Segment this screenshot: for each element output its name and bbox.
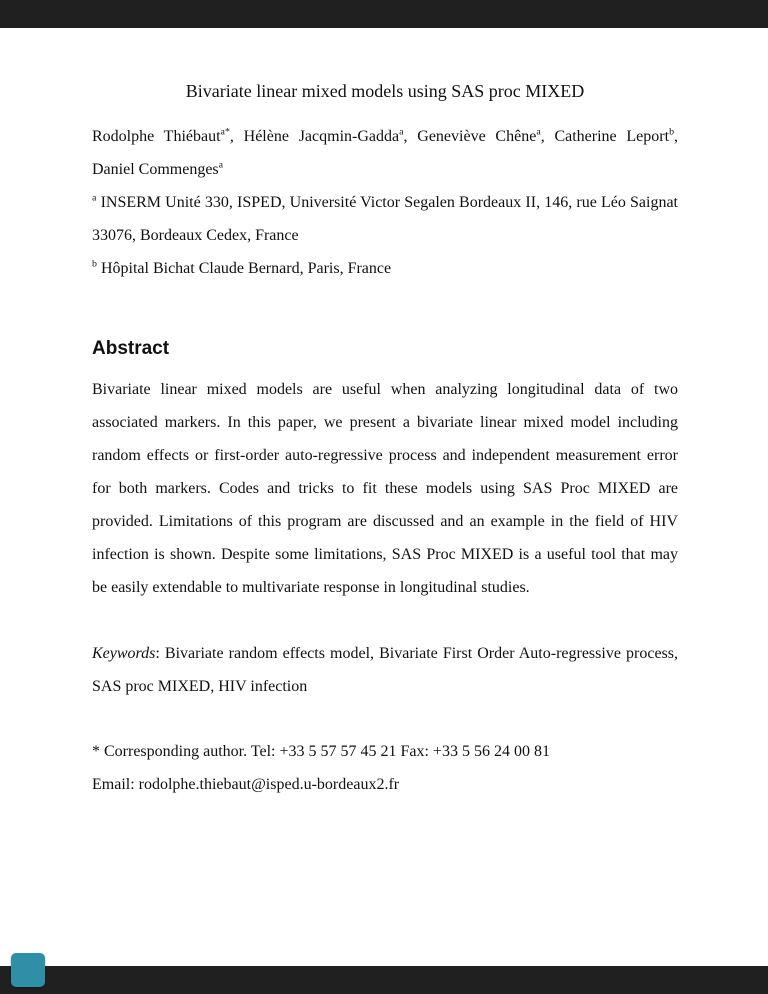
- affiliation-a-line: $^a$ INSERM Unité 330, ISPED, Université Victor Segalen Bordeaux II, 146, rue Léo Saignat 33076, Bordeaux Cedex, France: [92, 192, 678, 244]
- abstract-paragraph: Bivariate linear mixed models are useful when analyzing longitudinal data of two associated markers. In this paper, we present a bivariate linear mixed model including random effects or first-order auto-regressive process and independent measurement error for both markers. Codes and tricks to fit these models using SAS Proc MIXED are provided. Limitations of this program are discussed and an example in the field of HIV infection is shown. Despite some limitations, SAS Proc MIXED is a useful tool that may be easily extendable to multivariate response in longitudinal studies.: [92, 381, 678, 596]
- authors-line: Rodolphe Thiébaut$^{a*}$, Hélène Jacqmin-Gadda$^a$, Geneviève Chêne$^a$, Catherine Leport$^b$, Daniel Commenges$^a$: [92, 126, 679, 178]
- keywords-text: : Bivariate random effects model, Bivariate First Order Auto-regressive process, SAS proc MIXED, HIV infection: [92, 645, 678, 695]
- app-badge-icon[interactable]: [11, 953, 45, 987]
- keywords-line: [92, 637, 678, 703]
- paper-title: Bivariate linear mixed models using SAS proc MIXED: [185, 81, 585, 101]
- abstract-heading: Abstract: [92, 338, 170, 359]
- keywords-label: Keywords: [92, 645, 156, 662]
- bottom-bar: [0, 966, 768, 994]
- email-line: Email: rodolphe.thiebaut@isped.u-bordeaux2.fr: [92, 776, 400, 793]
- affiliation-b-line: $^b$ Hôpital Bichat Claude Bernard, Paris, France: [92, 258, 392, 277]
- corresponding-author-line: * Corresponding author. Tel: +33 5 57 57 45 21 Fax: +33 5 56 24 00 81: [92, 743, 550, 760]
